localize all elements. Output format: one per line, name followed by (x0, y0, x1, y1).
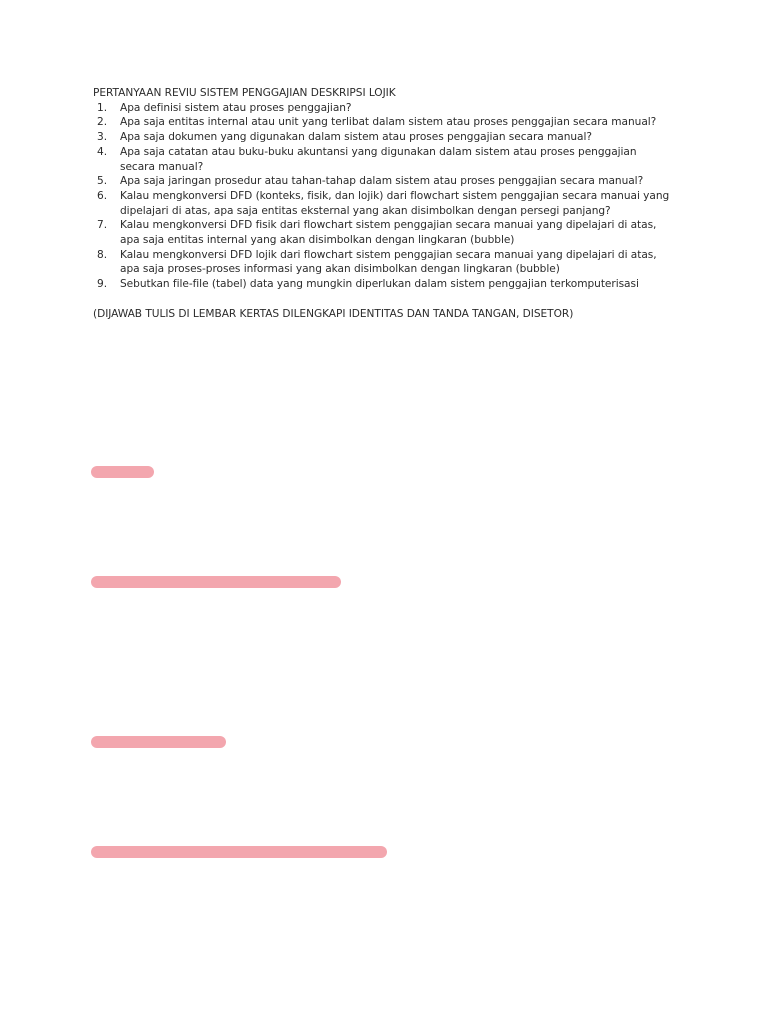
question-number: 6. (97, 189, 108, 202)
question-text: Kalau mengkonversi DFD (konteks, fisik, dan lojik) dari flowchart sistem penggajian secara manuai yang dipelajari di atas, apa saja entitas eksternal yang akan disimbolkan dengan persegi panjang? (120, 189, 670, 217)
question-text: Kalau mengkonversi DFD fisik dari flowchart sistem penggajian secara manuai yang dipelajari di atas, apa saja entitas internal yang akan disimbolkan dengan lingkaran (bubble) (120, 219, 657, 247)
question-item (93, 115, 673, 130)
question-text: Apa definisi sistem atau proses penggajian? (120, 101, 352, 114)
redaction-highlight (91, 846, 387, 858)
question-text: Sebutkan file-file (tabel) data yang mungkin diperlukan dalam sistem penggajian terkomputerisasi (120, 278, 639, 291)
question-item (93, 218, 673, 247)
question-item (93, 248, 673, 277)
question-text: Apa saja entitas internal atau unit yang terlibat dalam sistem atau proses penggajian secara manual? (120, 116, 657, 129)
question-number: 9. (97, 278, 108, 291)
redaction-highlight (91, 576, 341, 588)
question-item (93, 189, 673, 218)
document-heading: PERTANYAAN REVIU SISTEM PENGGAJIAN DESKRIPSI LOJIK (93, 87, 396, 99)
question-number: 7. (97, 219, 108, 232)
question-list (93, 101, 673, 292)
question-number: 5. (97, 175, 108, 188)
question-item (93, 101, 673, 116)
question-item (93, 145, 673, 174)
question-item (93, 174, 673, 189)
question-number: 8. (97, 248, 108, 261)
question-number: 1. (97, 101, 108, 114)
redaction-highlight (91, 466, 154, 478)
submission-note: (DIJAWAB TULIS DI LEMBAR KERTAS DILENGKAPI IDENTITAS DAN TANDA TANGAN, DISETOR) (93, 307, 574, 320)
question-text: Apa saja jaringan prosedur atau tahan-tahap dalam sistem atau proses penggajian secara manual? (120, 175, 644, 188)
question-number: 3. (97, 131, 108, 144)
redaction-highlight (91, 736, 226, 748)
document-content (93, 86, 673, 322)
question-text: Apa saja dokumen yang digunakan dalam sistem atau proses penggajian secara manual? (120, 131, 592, 144)
question-number: 2. (97, 116, 108, 129)
question-text: Kalau mengkonversi DFD lojik dari flowchart sistem penggajian secara manuai yang dipelajari di atas, apa saja proses-proses informasi yang akan disimbolkan dengan lingkaran (bubble) (120, 248, 657, 276)
question-number: 4. (97, 145, 108, 158)
question-item (93, 277, 673, 292)
question-text: Apa saja catatan atau buku-buku akuntansi yang digunakan dalam sistem atau proses penggajian secara manual? (120, 145, 637, 173)
question-item (93, 130, 673, 145)
